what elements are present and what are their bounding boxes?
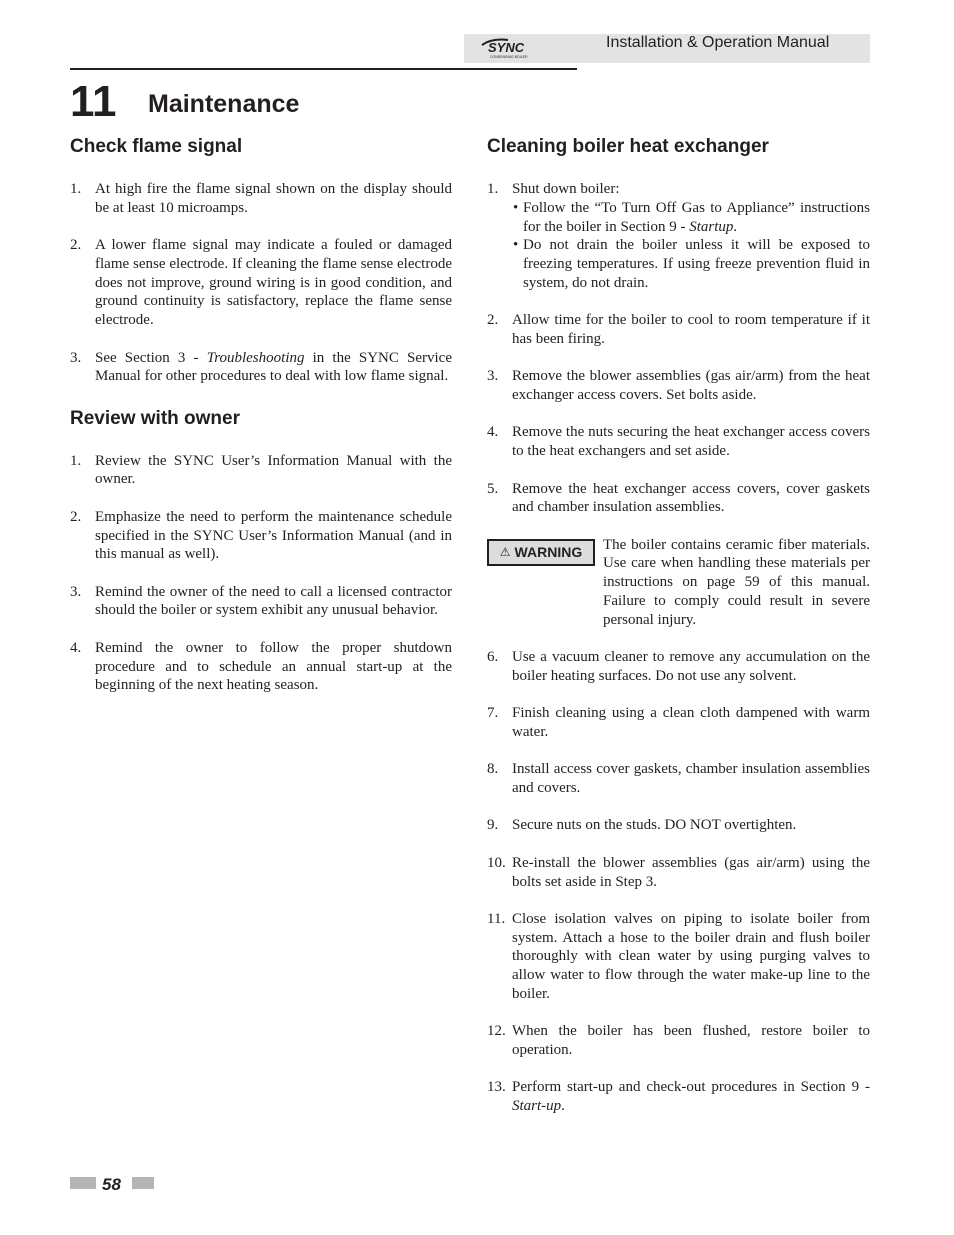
list-item (487, 704, 870, 742)
item-text: Emphasize the need to perform the maintenance schedule specified in the SYNC User’s Information Manual (and in this manual as well). (95, 508, 452, 563)
left-column (70, 133, 452, 714)
item-text: Remove the nuts securing the heat exchanger access covers to the heat exchangers and set aside. (512, 424, 870, 460)
item-number: 1. (70, 452, 82, 469)
item-number: 11. (487, 910, 506, 927)
item-number: 8. (487, 761, 499, 778)
warning-triangle-icon: ⚠ (499, 545, 511, 560)
text-run: in the SYNC Service Manual for other procedures to deal with low flame signal. (95, 349, 452, 385)
item-text: Review the SYNC User’s Information Manual with the owner. (95, 452, 452, 488)
item-number: 2. (70, 237, 82, 254)
item-number: 13. (487, 1079, 506, 1096)
warning-label: WARNING (514, 544, 583, 561)
item-number: 12. (487, 1023, 506, 1040)
list-item (487, 648, 870, 686)
sub-bullet-list (512, 199, 870, 293)
item-number: 5. (487, 480, 499, 497)
item-number: 7. (487, 705, 499, 722)
item-text: Shut down boiler: (512, 181, 620, 197)
list-item (487, 1022, 870, 1060)
item-number: 6. (487, 649, 499, 666)
list-item (487, 910, 870, 1004)
list-item (487, 760, 870, 798)
item-number: 3. (70, 583, 82, 600)
logo-text: SYNC (488, 40, 525, 55)
text-run: . (733, 218, 738, 235)
list-item (70, 452, 452, 490)
list-item (487, 367, 870, 405)
item-text: Allow time for the boiler to cool to room temperature if it has been firing. (512, 312, 870, 348)
text-run: Do not drain the boiler unless it will be exposed to freezing temperatures. If using freeze prevention fluid in system, do not drain. (523, 237, 870, 291)
sub-bullet (512, 199, 870, 237)
warning-label-box (487, 539, 595, 566)
text-run: . (561, 1098, 565, 1115)
header-rule (70, 68, 577, 70)
check-flame-heading: Check flame signal (70, 136, 243, 157)
review-owner-section (70, 405, 452, 695)
item-text: Remove the blower assemblies (gas air/arm) from the heat exchanger access covers. Set bolts aside. (512, 368, 870, 404)
list-item (70, 349, 452, 387)
page-number: 58 (102, 1175, 121, 1194)
text-run: Perform start-up and check-out procedures in Section 9 - (512, 1079, 870, 1096)
list-item (487, 423, 870, 461)
startup-reference: Start-up (512, 1098, 562, 1115)
text-run: Follow the “To Turn Off Gas to Appliance” instructions for the boiler in Section 9 - (523, 199, 870, 235)
item-number: 4. (70, 639, 82, 656)
list-item (487, 854, 870, 892)
list-item (487, 180, 870, 293)
item-number: 1. (70, 181, 82, 197)
item-text: Use a vacuum cleaner to remove any accumulation on the boiler heating surfaces. Do not use any solvent. (512, 649, 870, 684)
item-text: Remind the owner of the need to call a licensed contractor should the boiler or system exhibit any unusual behavior. (95, 583, 452, 619)
item-text: A lower flame signal may indicate a fouled or damaged flame sense electrode. If cleaning the flame sense electrode does not improve, ground wiring is in good condition, and ground continuity is satisfactory, replace the flame sense electrode. (95, 237, 452, 329)
item-text: Install access cover gaskets, chamber insulation assemblies and covers. (512, 761, 870, 797)
item-text: Finish cleaning using a clean cloth dampened with warm water. (512, 705, 870, 741)
footer-bar-right (132, 1177, 154, 1189)
chapter-title: Maintenance (148, 90, 300, 118)
list-item (487, 816, 870, 835)
list-item (70, 639, 452, 695)
list-item (70, 180, 452, 218)
list-item (487, 1078, 870, 1116)
text-run: See Section 3 - (95, 349, 207, 366)
item-text: Remove the heat exchanger access covers, cover gaskets and chamber insulation assemblies. (512, 480, 870, 516)
footer-bar-left (70, 1177, 96, 1189)
list-item (487, 311, 870, 349)
check-flame-list (70, 180, 452, 386)
item-text (95, 349, 452, 387)
item-number: 3. (70, 349, 82, 366)
header-bar (464, 34, 870, 63)
review-owner-heading: Review with owner (70, 407, 240, 429)
item-text (512, 1078, 870, 1116)
sub-bullet (512, 236, 870, 292)
list-item (70, 236, 452, 330)
item-number: 1. (487, 181, 499, 197)
item-text: Secure nuts on the studs. DO NOT overtighten. (512, 817, 797, 834)
item-text: Re-install the blower assemblies (gas air/arm) using the bolts set aside in Step 3. (512, 854, 870, 890)
item-text: When the boiler has been flushed, restore boiler to operation. (512, 1023, 870, 1059)
list-item (70, 508, 452, 564)
cleaning-heading: Cleaning boiler heat exchanger (487, 136, 769, 157)
manual-title: Installation & Operation Manual (606, 34, 830, 51)
item-text: Close isolation valves on piping to isolate boiler from system. Attach a hose to the boiler drain and flush boiler thoroughly with clean water by using purging valves to allow water to flow through the water make-up line to the boiler. (512, 910, 870, 1002)
list-item (70, 583, 452, 621)
item-number: 2. (487, 312, 499, 329)
warning-text: The boiler contains ceramic fiber materials. Use care when handling these materials per instructions on page 59 of this manual. Failure to comply could result in severe personal injury. (603, 536, 870, 628)
item-number: 4. (487, 424, 499, 441)
bullet-glyph: • (513, 199, 519, 216)
bullet-glyph: • (513, 237, 519, 254)
item-number: 10. (487, 854, 506, 871)
sync-logo (478, 37, 548, 59)
warning-callout (487, 536, 870, 630)
item-number: 3. (487, 368, 499, 385)
item-number: 9. (487, 817, 499, 834)
item-number: 2. (70, 508, 82, 525)
list-item (487, 480, 870, 518)
item-text: At high fire the flame signal shown on the display should be at least 10 microamps. (95, 181, 452, 216)
check-flame-section (70, 133, 452, 386)
chapter-number: 11 (70, 77, 117, 126)
item-text: Remind the owner to follow the proper shutdown procedure and to schedule an annual start-up at the beginning of the next heating season. (95, 639, 452, 694)
review-owner-list (70, 452, 452, 695)
troubleshooting-reference: Troubleshooting (206, 349, 305, 366)
right-column (487, 133, 870, 1134)
cleaning-list-continued (487, 648, 870, 1116)
cleaning-list (487, 180, 870, 517)
logo-subtext: CONDENSING BOILER (490, 55, 528, 59)
startup-reference: Startup (689, 218, 734, 235)
